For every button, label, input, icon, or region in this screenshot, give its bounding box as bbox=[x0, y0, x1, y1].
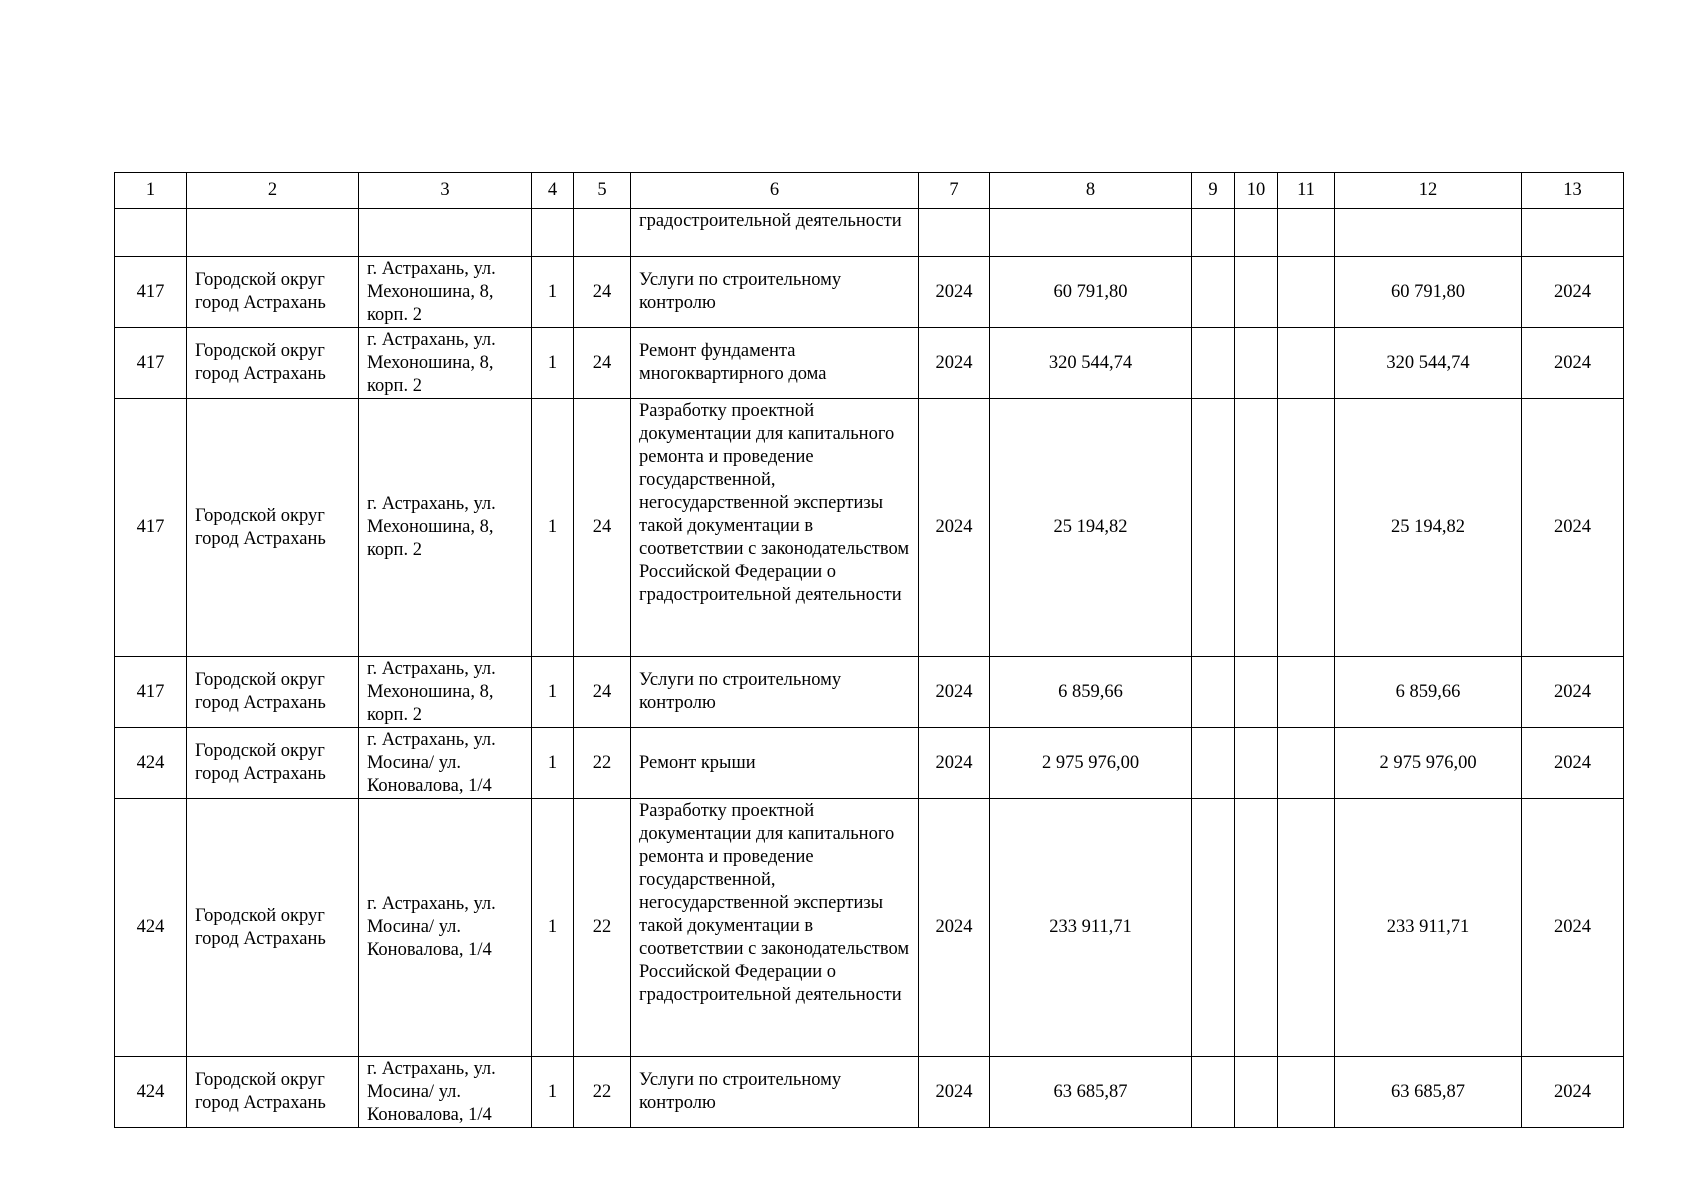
work-description-cell: градостроительной деятельности bbox=[631, 209, 919, 257]
column-5-cell: 24 bbox=[574, 257, 631, 328]
column-12-cost-cell: 233 911,71 bbox=[1335, 799, 1522, 1057]
empty-cell bbox=[532, 209, 574, 257]
column-11-cell bbox=[1278, 1057, 1335, 1128]
address-cell: г. Астрахань, ул. Мехоношина, 8, корп. 2 bbox=[359, 328, 532, 399]
municipality-cell: Городской округ город Астрахань bbox=[187, 799, 359, 1057]
column-number-header: 7 bbox=[919, 173, 990, 209]
column-number-header-row bbox=[115, 173, 1624, 209]
total-cost-cell: 6 859,66 bbox=[990, 657, 1192, 728]
column-number-header: 8 bbox=[990, 173, 1192, 209]
column-10-cell bbox=[1235, 1057, 1278, 1128]
address-cell: г. Астрахань, ул. Мосина/ ул. Коновалова, 1/4 bbox=[359, 799, 532, 1057]
repair-schedule-table bbox=[114, 172, 1624, 1128]
year-cell: 2024 bbox=[919, 657, 990, 728]
column-5-cell: 24 bbox=[574, 657, 631, 728]
column-9-cell bbox=[1192, 657, 1235, 728]
row-number-cell: 424 bbox=[115, 728, 187, 799]
year-cell: 2024 bbox=[919, 1057, 990, 1128]
column-10-cell bbox=[1235, 799, 1278, 1057]
column-9-cell bbox=[1192, 728, 1235, 799]
row-number-cell: 417 bbox=[115, 328, 187, 399]
column-13-year-cell: 2024 bbox=[1522, 399, 1624, 657]
column-9-cell bbox=[1192, 399, 1235, 657]
column-12-cost-cell: 6 859,66 bbox=[1335, 657, 1522, 728]
table-row bbox=[115, 399, 1624, 657]
address-cell: г. Астрахань, ул. Мехоношина, 8, корп. 2 bbox=[359, 399, 532, 657]
column-number-header: 4 bbox=[532, 173, 574, 209]
column-12-cost-cell: 25 194,82 bbox=[1335, 399, 1522, 657]
work-description-cell: Разработку проектной документации для капитального ремонта и проведение государственной, негосударственной экспертизы такой документации в соответствии с законодательством Российской Федерации о градостроительной деятельности bbox=[631, 399, 919, 657]
column-11-cell bbox=[1278, 399, 1335, 657]
column-9-cell bbox=[1192, 1057, 1235, 1128]
total-cost-cell: 2 975 976,00 bbox=[990, 728, 1192, 799]
column-4-cell: 1 bbox=[532, 799, 574, 1057]
table-row bbox=[115, 657, 1624, 728]
municipality-cell: Городской округ город Астрахань bbox=[187, 728, 359, 799]
column-12-cost-cell: 2 975 976,00 bbox=[1335, 728, 1522, 799]
year-cell: 2024 bbox=[919, 328, 990, 399]
column-4-cell: 1 bbox=[532, 399, 574, 657]
empty-cell bbox=[990, 209, 1192, 257]
empty-cell bbox=[115, 209, 187, 257]
column-13-year-cell: 2024 bbox=[1522, 657, 1624, 728]
address-cell: г. Астрахань, ул. Мехоношина, 8, корп. 2 bbox=[359, 257, 532, 328]
empty-cell bbox=[359, 209, 532, 257]
table-row bbox=[115, 257, 1624, 328]
column-11-cell bbox=[1278, 657, 1335, 728]
column-number-header: 10 bbox=[1235, 173, 1278, 209]
row-number-cell: 424 bbox=[115, 1057, 187, 1128]
column-4-cell: 1 bbox=[532, 657, 574, 728]
row-number-cell: 417 bbox=[115, 399, 187, 657]
column-13-year-cell: 2024 bbox=[1522, 799, 1624, 1057]
column-5-cell: 22 bbox=[574, 799, 631, 1057]
year-cell: 2024 bbox=[919, 799, 990, 1057]
column-11-cell bbox=[1278, 328, 1335, 399]
column-13-year-cell: 2024 bbox=[1522, 328, 1624, 399]
column-11-cell bbox=[1278, 728, 1335, 799]
work-description-cell: Услуги по строительному контролю bbox=[631, 657, 919, 728]
empty-cell bbox=[187, 209, 359, 257]
column-10-cell bbox=[1235, 657, 1278, 728]
column-5-cell: 24 bbox=[574, 328, 631, 399]
column-9-cell bbox=[1192, 257, 1235, 328]
address-cell: г. Астрахань, ул. Мосина/ ул. Коновалова, 1/4 bbox=[359, 728, 532, 799]
work-description-cell: Ремонт крыши bbox=[631, 728, 919, 799]
column-5-cell: 22 bbox=[574, 1057, 631, 1128]
column-13-year-cell: 2024 bbox=[1522, 728, 1624, 799]
column-4-cell: 1 bbox=[532, 728, 574, 799]
column-number-header: 12 bbox=[1335, 173, 1522, 209]
table-row bbox=[115, 328, 1624, 399]
column-4-cell: 1 bbox=[532, 328, 574, 399]
column-12-cost-cell: 63 685,87 bbox=[1335, 1057, 1522, 1128]
column-number-header: 6 bbox=[631, 173, 919, 209]
year-cell: 2024 bbox=[919, 257, 990, 328]
empty-cell bbox=[574, 209, 631, 257]
column-13-year-cell: 2024 bbox=[1522, 1057, 1624, 1128]
column-number-header: 5 bbox=[574, 173, 631, 209]
total-cost-cell: 320 544,74 bbox=[990, 328, 1192, 399]
total-cost-cell: 25 194,82 bbox=[990, 399, 1192, 657]
empty-cell bbox=[1522, 209, 1624, 257]
column-9-cell bbox=[1192, 328, 1235, 399]
empty-cell bbox=[1235, 209, 1278, 257]
year-cell: 2024 bbox=[919, 728, 990, 799]
column-10-cell bbox=[1235, 257, 1278, 328]
municipality-cell: Городской округ город Астрахань bbox=[187, 657, 359, 728]
year-cell: 2024 bbox=[919, 399, 990, 657]
work-description-cell: Ремонт фундамента многоквартирного дома bbox=[631, 328, 919, 399]
work-description-cell: Услуги по строительному контролю bbox=[631, 257, 919, 328]
column-10-cell bbox=[1235, 399, 1278, 657]
municipality-cell: Городской округ город Астрахань bbox=[187, 399, 359, 657]
column-12-cost-cell: 60 791,80 bbox=[1335, 257, 1522, 328]
column-11-cell bbox=[1278, 799, 1335, 1057]
column-4-cell: 1 bbox=[532, 1057, 574, 1128]
total-cost-cell: 63 685,87 bbox=[990, 1057, 1192, 1128]
column-number-header: 9 bbox=[1192, 173, 1235, 209]
municipality-cell: Городской округ город Астрахань bbox=[187, 257, 359, 328]
table-row bbox=[115, 728, 1624, 799]
empty-cell bbox=[919, 209, 990, 257]
column-11-cell bbox=[1278, 257, 1335, 328]
table-row bbox=[115, 799, 1624, 1057]
row-number-cell: 417 bbox=[115, 257, 187, 328]
table-row bbox=[115, 1057, 1624, 1128]
continuation-row bbox=[115, 209, 1624, 257]
work-description-cell: Разработку проектной документации для капитального ремонта и проведение государственной, негосударственной экспертизы такой документации в соответствии с законодательством Российской Федерации о градостроительной деятельности bbox=[631, 799, 919, 1057]
total-cost-cell: 60 791,80 bbox=[990, 257, 1192, 328]
municipality-cell: Городской округ город Астрахань bbox=[187, 328, 359, 399]
document-sheet bbox=[114, 172, 1623, 1128]
column-12-cost-cell: 320 544,74 bbox=[1335, 328, 1522, 399]
empty-cell bbox=[1335, 209, 1522, 257]
total-cost-cell: 233 911,71 bbox=[990, 799, 1192, 1057]
column-5-cell: 24 bbox=[574, 399, 631, 657]
column-10-cell bbox=[1235, 328, 1278, 399]
column-number-header: 11 bbox=[1278, 173, 1335, 209]
column-10-cell bbox=[1235, 728, 1278, 799]
column-5-cell: 22 bbox=[574, 728, 631, 799]
address-cell: г. Астрахань, ул. Мосина/ ул. Коновалова, 1/4 bbox=[359, 1057, 532, 1128]
column-number-header: 13 bbox=[1522, 173, 1624, 209]
column-number-header: 1 bbox=[115, 173, 187, 209]
column-number-header: 3 bbox=[359, 173, 532, 209]
empty-cell bbox=[1192, 209, 1235, 257]
work-description-cell: Услуги по строительному контролю bbox=[631, 1057, 919, 1128]
address-cell: г. Астрахань, ул. Мехоношина, 8, корп. 2 bbox=[359, 657, 532, 728]
row-number-cell: 424 bbox=[115, 799, 187, 1057]
column-9-cell bbox=[1192, 799, 1235, 1057]
row-number-cell: 417 bbox=[115, 657, 187, 728]
column-13-year-cell: 2024 bbox=[1522, 257, 1624, 328]
empty-cell bbox=[1278, 209, 1335, 257]
municipality-cell: Городской округ город Астрахань bbox=[187, 1057, 359, 1128]
column-number-header: 2 bbox=[187, 173, 359, 209]
column-4-cell: 1 bbox=[532, 257, 574, 328]
